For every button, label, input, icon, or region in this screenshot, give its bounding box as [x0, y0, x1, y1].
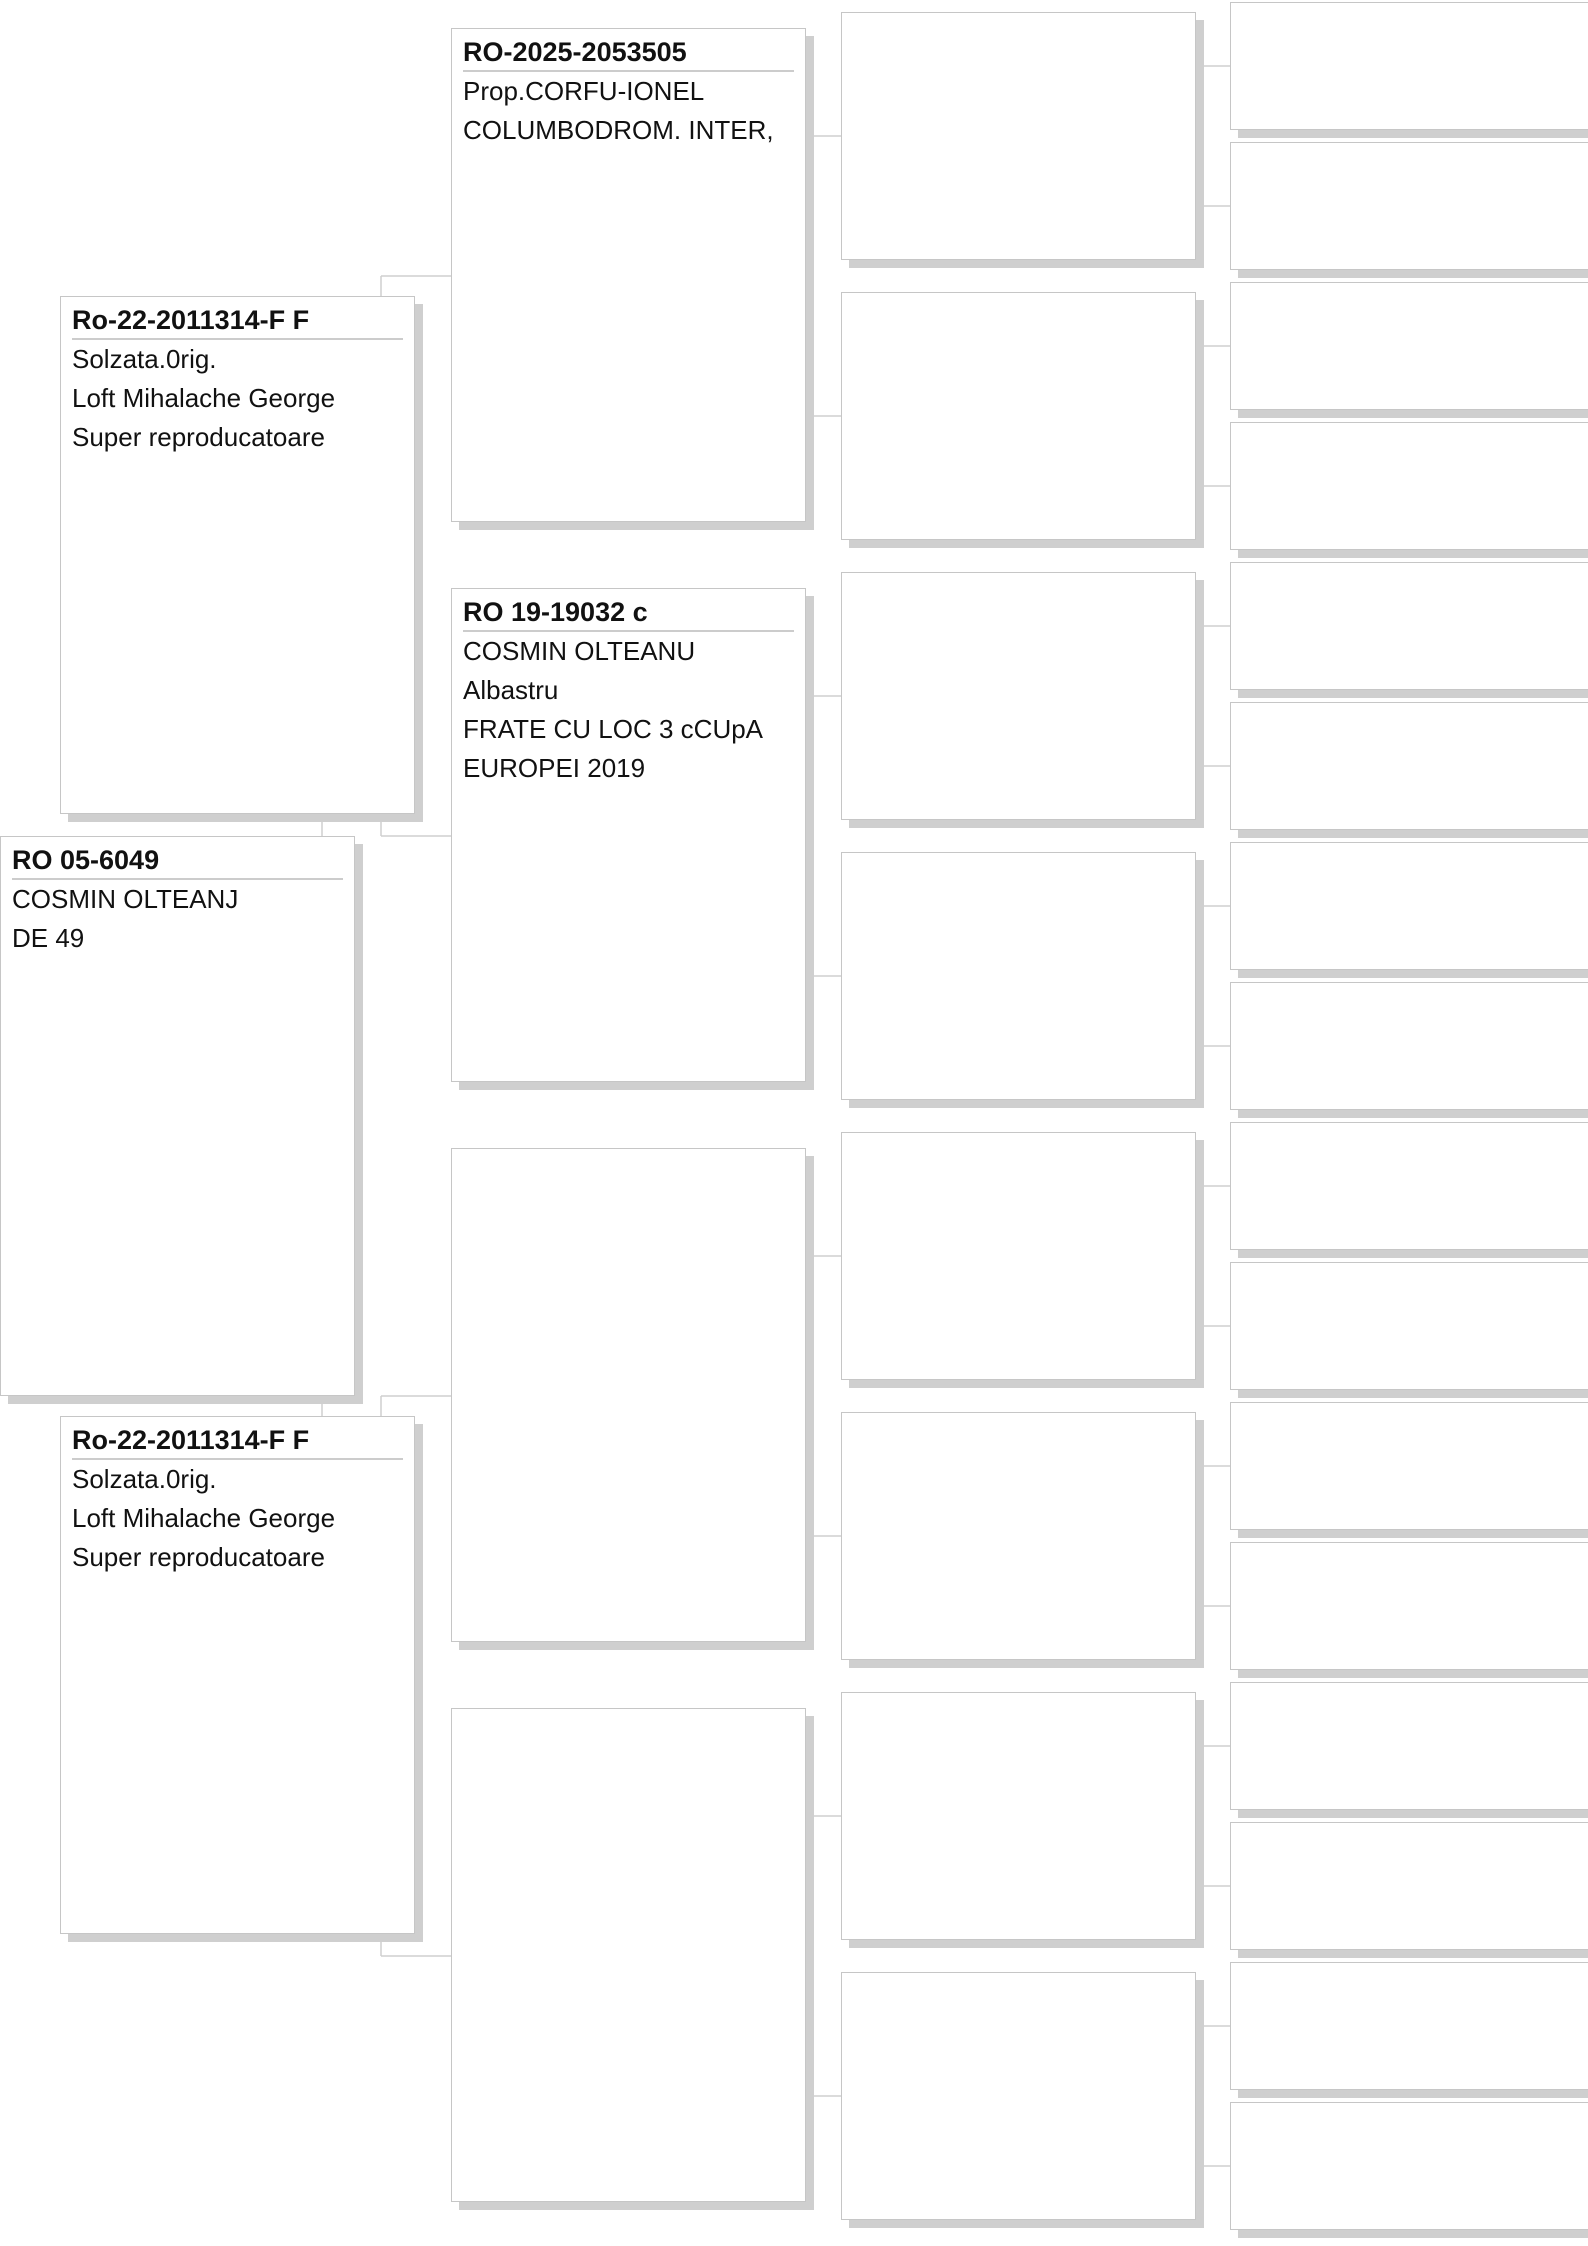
pigeon-card-gen5-16[interactable] — [1230, 2102, 1588, 2230]
pigeon-card-gen5-2[interactable] — [1230, 142, 1588, 270]
info-line-2: COLUMBODROM. INTER, — [463, 115, 774, 145]
pigeon-card-gen5-9[interactable] — [1230, 1122, 1588, 1250]
pigeon-card-gen5-10[interactable] — [1230, 1262, 1588, 1390]
pigeon-card-sire-dam[interactable] — [451, 588, 806, 1082]
info-line-1: COSMIN OLTEANU — [463, 636, 696, 666]
ring-number: Ro-22-2011314-F F — [72, 1423, 403, 1460]
pigeon-card-gen4-8[interactable] — [841, 1972, 1196, 2220]
pigeon-card-gen4-7[interactable] — [841, 1692, 1196, 1940]
pigeon-card-gen5-12[interactable] — [1230, 1542, 1588, 1670]
pigeon-card-gen4-2[interactable] — [841, 292, 1196, 540]
ring-number: RO 19-19032 c — [463, 595, 794, 632]
ring-number: RO-2025-2053505 — [463, 35, 794, 72]
ring-number: Ro-22-2011314-F F — [72, 303, 403, 340]
pigeon-card-gen5-4[interactable] — [1230, 422, 1588, 550]
info-line-2: Albastru — [463, 675, 559, 705]
pigeon-card-gen4-6[interactable] — [841, 1412, 1196, 1660]
info-line-2: DE 49 — [12, 923, 85, 953]
info-line-1: Solzata.0rig. — [72, 344, 217, 374]
pigeon-card-gen5-15[interactable] — [1230, 1962, 1588, 2090]
pigeon-card-sire-sire[interactable] — [451, 28, 806, 522]
info-line-1: COSMIN OLTEANJ — [12, 884, 239, 914]
pigeon-card-dam[interactable] — [60, 1416, 415, 1934]
pigeon-card-gen4-4[interactable] — [841, 852, 1196, 1100]
info-line-3: Super reproducatoare — [72, 422, 325, 452]
info-line-1: Solzata.0rig. — [72, 1464, 217, 1494]
info-line-3: FRATE CU LOC 3 cCUpA — [463, 714, 764, 744]
pigeon-card-gen5-13[interactable] — [1230, 1682, 1588, 1810]
pigeon-card-gen5-8[interactable] — [1230, 982, 1588, 1110]
pigeon-card-gen5-3[interactable] — [1230, 282, 1588, 410]
pigeon-card-gen5-11[interactable] — [1230, 1402, 1588, 1530]
info-line-3: Super reproducatoare — [72, 1542, 325, 1572]
ring-number: RO 05-6049 — [12, 843, 343, 880]
pigeon-card-gen4-1[interactable] — [841, 12, 1196, 260]
pigeon-card-gen5-14[interactable] — [1230, 1822, 1588, 1950]
pigeon-card-gen5-5[interactable] — [1230, 562, 1588, 690]
pigeon-card-dam-sire[interactable] — [451, 1148, 806, 1642]
pigeon-card-sire[interactable] — [60, 296, 415, 814]
pigeon-card-gen5-1[interactable] — [1230, 2, 1588, 130]
pigeon-card-gen4-3[interactable] — [841, 572, 1196, 820]
pigeon-card-gen5-6[interactable] — [1230, 702, 1588, 830]
pigeon-card-gen4-5[interactable] — [841, 1132, 1196, 1380]
info-line-2: Loft Mihalache George — [72, 383, 336, 413]
info-line-1: Prop.CORFU-IONEL — [463, 76, 705, 106]
info-line-2: Loft Mihalache George — [72, 1503, 336, 1533]
pigeon-card-subject[interactable] — [0, 836, 355, 1396]
pigeon-card-dam-dam[interactable] — [451, 1708, 806, 2202]
pigeon-card-gen5-7[interactable] — [1230, 842, 1588, 970]
info-line-4: EUROPEI 2019 — [463, 753, 646, 783]
